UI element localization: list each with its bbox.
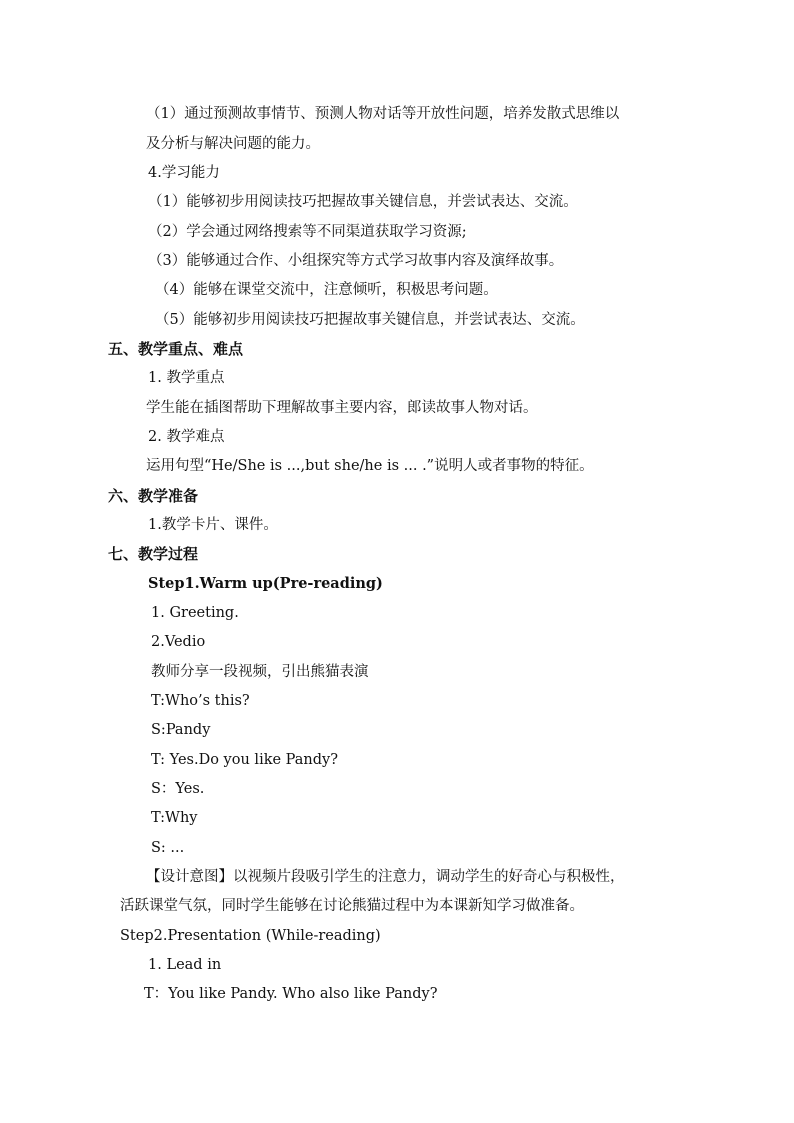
ability-item-thinking-1a: （1）通过预测故事情节、预测人物对话等开放性问题，培养发散式思维以: [146, 106, 620, 122]
ability-item-4: （4）能够在课堂交流中，注意倾听，积极思考问题。: [155, 282, 498, 298]
ability-item-3: （3）能够通过合作、小组探究等方式学习故事内容及演绎故事。: [148, 253, 564, 269]
dialogue-line: T:Who’s this?: [151, 693, 250, 709]
subheading-learning-ability: 4.学习能力: [148, 165, 220, 181]
dialogue-line: T：You like Pandy. Who also like Pandy?: [144, 986, 438, 1002]
step2-item-lead-in: 1. Lead in: [148, 957, 222, 973]
dialogue-line: S: ...: [151, 840, 185, 856]
design-intent-line-1: 【设计意图】以视频片段吸引学生的注意力，调动学生的好奇心与积极性，: [146, 869, 625, 885]
dialogue-line: S:Pandy: [151, 722, 211, 738]
section-heading-5: 五、教学重点、难点: [108, 340, 244, 358]
ability-item-5: （5）能够初步用阅读技巧把握故事关键信息，并尝试表达、交流。: [155, 312, 585, 328]
dialogue-line: T:Why: [151, 810, 198, 826]
subheading-key-point: 1. 教学重点: [148, 370, 225, 386]
ability-item-thinking-1b: 及分析与解决问题的能力。: [146, 136, 320, 152]
ability-item-2: （2）学会通过网络搜索等不同渠道获取学习资源;: [148, 224, 467, 240]
dialogue-line: S：Yes.: [151, 781, 205, 797]
dialogue-line: T: Yes.Do you like Pandy?: [151, 752, 339, 768]
step2-heading: Step2.Presentation (While-reading): [120, 928, 381, 944]
subheading-difficulty: 2. 教学难点: [148, 429, 225, 445]
design-intent-line-2: 活跃课堂气氛，同时学生能够在讨论熊猫过程中为本课新知学习做准备。: [120, 898, 584, 914]
ability-item-1: （1）能够初步用阅读技巧把握故事关键信息，并尝试表达、交流。: [148, 194, 578, 210]
video-description: 教师分享一段视频，引出熊猫表演: [151, 664, 369, 680]
step1-heading: Step1.Warm up(Pre-reading): [148, 575, 383, 592]
section-heading-6: 六、教学准备: [108, 487, 199, 505]
difficulty-text: 运用句型“He/She is ...,but she/he is ... .”说明人或者事物的特征。: [146, 458, 594, 474]
section-heading-7: 七、教学过程: [108, 545, 199, 563]
step1-item-greeting: 1. Greeting.: [151, 605, 239, 621]
key-point-text: 学生能在插图帮助下理解故事主要内容，郎读故事人物对话。: [146, 400, 538, 416]
preparation-item: 1.教学卡片、课件。: [148, 517, 278, 533]
step1-item-video: 2.Vedio: [151, 634, 206, 650]
